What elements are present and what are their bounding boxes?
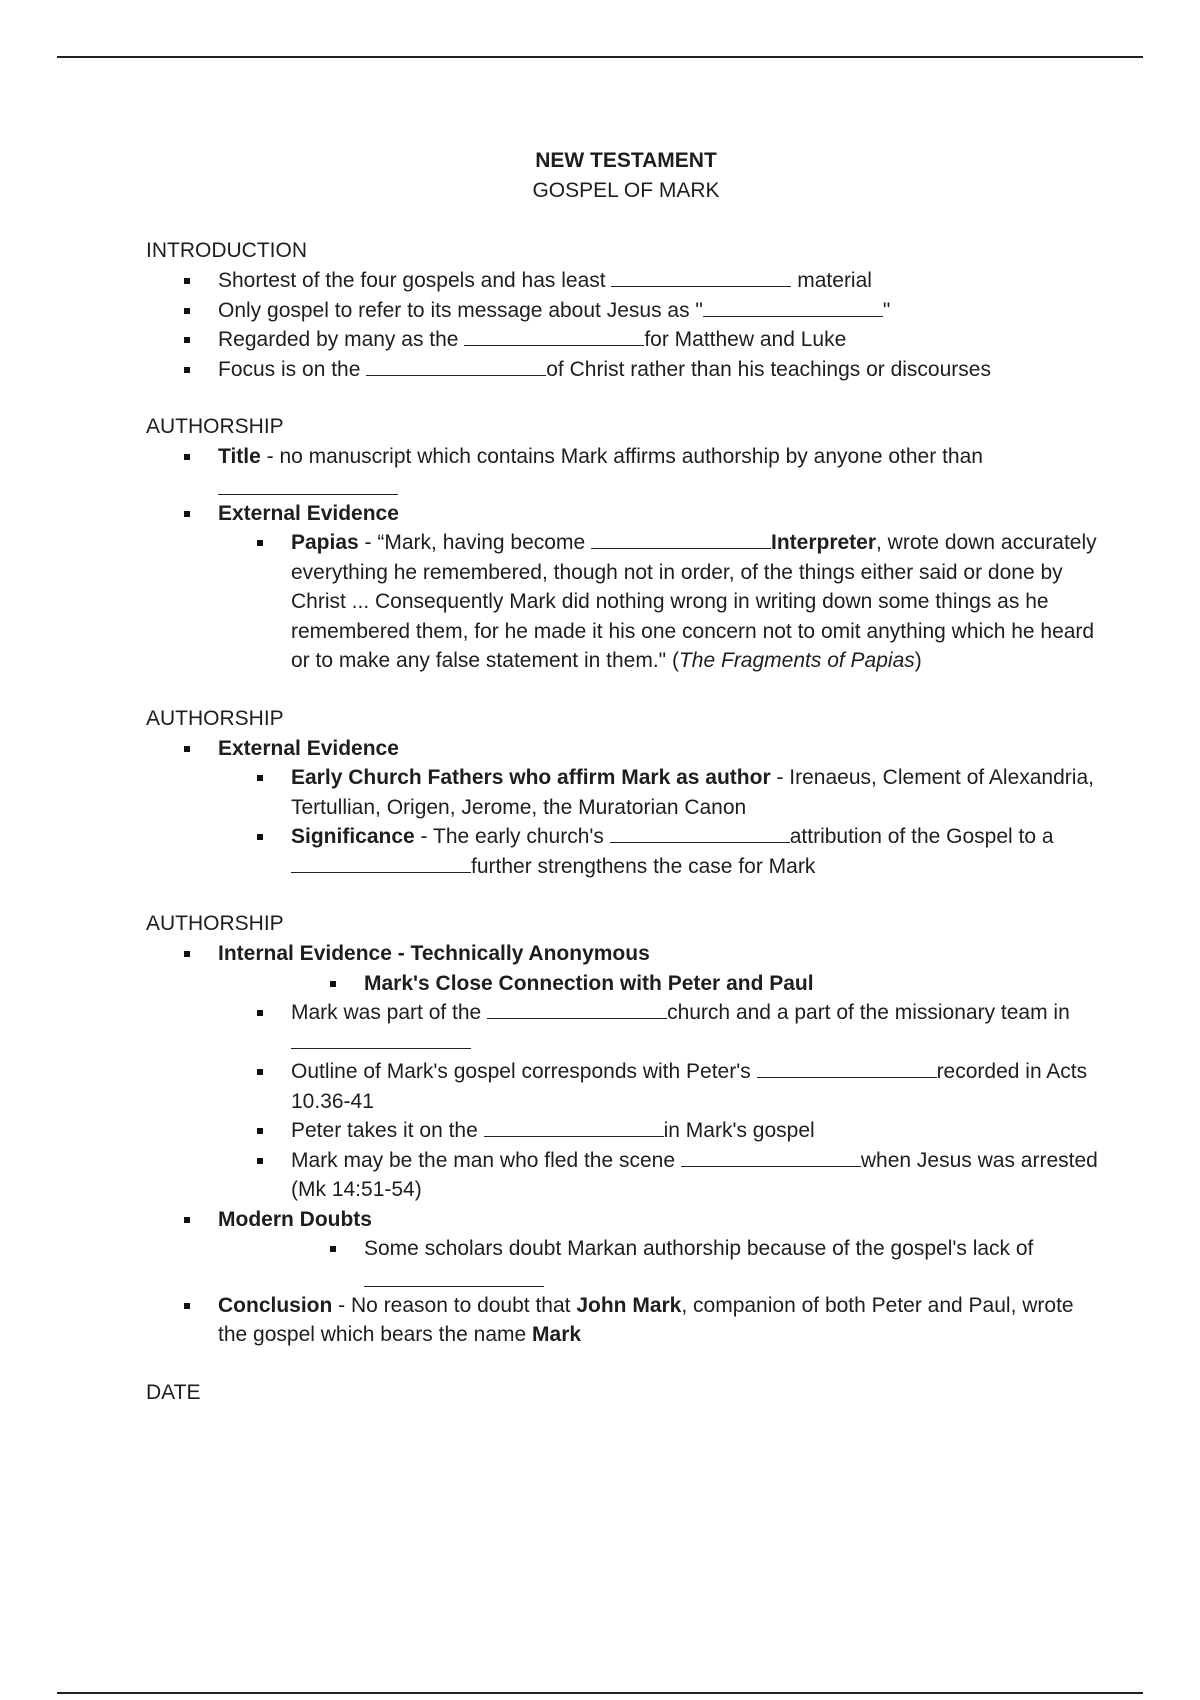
intro-bullet-4: Focus is on the of Christ rather than his teachings or discourses (146, 355, 1106, 385)
fill-blank[interactable] (487, 998, 667, 1019)
connection-bullet: Mark's Close Connection with Peter and Paul (146, 969, 1106, 999)
authorship-heading: AUTHORSHIP (146, 415, 284, 438)
page-subtitle: GOSPEL OF MARK (532, 179, 720, 202)
fill-blank[interactable] (703, 296, 883, 317)
connection-item-3: Peter takes it on the in Mark's gospel (146, 1116, 1106, 1146)
date-heading: DATE (146, 1380, 201, 1404)
date-section (146, 1378, 1106, 1408)
fill-blank[interactable] (366, 355, 546, 376)
fill-blank[interactable] (364, 1264, 544, 1287)
fill-blank[interactable] (291, 852, 471, 873)
internal-evidence-bullet: Internal Evidence - Technically Anonymous (146, 939, 1106, 969)
conclusion-bullet: Conclusion - No reason to doubt that John Mark, companion of both Peter and Paul, wrote the gospel which bears the name Mark (146, 1291, 1106, 1350)
fill-blank[interactable] (218, 472, 398, 495)
external-evidence-bullet: External Evidence (146, 499, 1106, 529)
bottom-rule (57, 1692, 1143, 1694)
intro-bullet-2: Only gospel to refer to its message about Jesus as " " (146, 296, 1106, 326)
significance-bullet: Significance - The early church's attribution of the Gospel to a further strengthens the case for Mark (146, 822, 1106, 881)
page-title: NEW TESTAMENT (535, 149, 717, 172)
church-fathers-bullet: Early Church Fathers who affirm Mark as author - Irenaeus, Clement of Alexandria, Tertullian, Origen, Jerome, the Muratorian Canon (146, 763, 1106, 822)
fill-blank[interactable] (681, 1146, 861, 1167)
fill-blank[interactable] (591, 528, 771, 549)
authorship-section-1 (146, 412, 1106, 676)
intro-bullet-1: Shortest of the four gospels and has least material (146, 266, 1106, 296)
authorship-section-3 (146, 909, 1106, 1350)
connection-item-1: Mark was part of the church and a part of the missionary team in (146, 998, 1106, 1057)
intro-bullet-3: Regarded by many as the for Matthew and Luke (146, 325, 1106, 355)
fill-blank[interactable] (757, 1057, 937, 1078)
modern-doubts-item: Some scholars doubt Markan authorship because of the gospel's lack of (146, 1234, 1106, 1287)
fill-blank[interactable] (611, 266, 791, 287)
modern-doubts-bullet: Modern Doubts (146, 1205, 1106, 1235)
connection-item-4: Mark may be the man who fled the scene when Jesus was arrested (Mk 14:51-54) (146, 1146, 1106, 1205)
title-bullet: Title - no manuscript which contains Mark affirms authorship by anyone other than (146, 442, 1106, 495)
fill-blank[interactable] (464, 325, 644, 346)
fill-blank[interactable] (484, 1116, 664, 1137)
introduction-heading: INTRODUCTION (146, 239, 307, 262)
connection-item-2: Outline of Mark's gospel corresponds with Peter's recorded in Acts 10.36-41 (146, 1057, 1106, 1116)
external-evidence-bullet: External Evidence (146, 734, 1106, 764)
authorship-heading: AUTHORSHIP (146, 706, 284, 730)
authorship-heading: AUTHORSHIP (146, 912, 284, 935)
fill-blank[interactable] (291, 1028, 471, 1049)
introduction-section (146, 236, 1106, 384)
top-rule (57, 56, 1143, 58)
authorship-section-2 (146, 704, 1106, 882)
fill-blank[interactable] (610, 822, 790, 843)
document-page (146, 146, 1106, 1408)
papias-bullet: Papias - “Mark, having become Interpreter, wrote down accurately everything he remembered, though not in order, of the things either said or done by Christ ... Consequently Mark did nothing wrong in writing down some things as he remembered them, for he made it his one concern not to omit anything which he heard or to make any false statement in them." (The Fragments of Papias) (146, 528, 1106, 676)
